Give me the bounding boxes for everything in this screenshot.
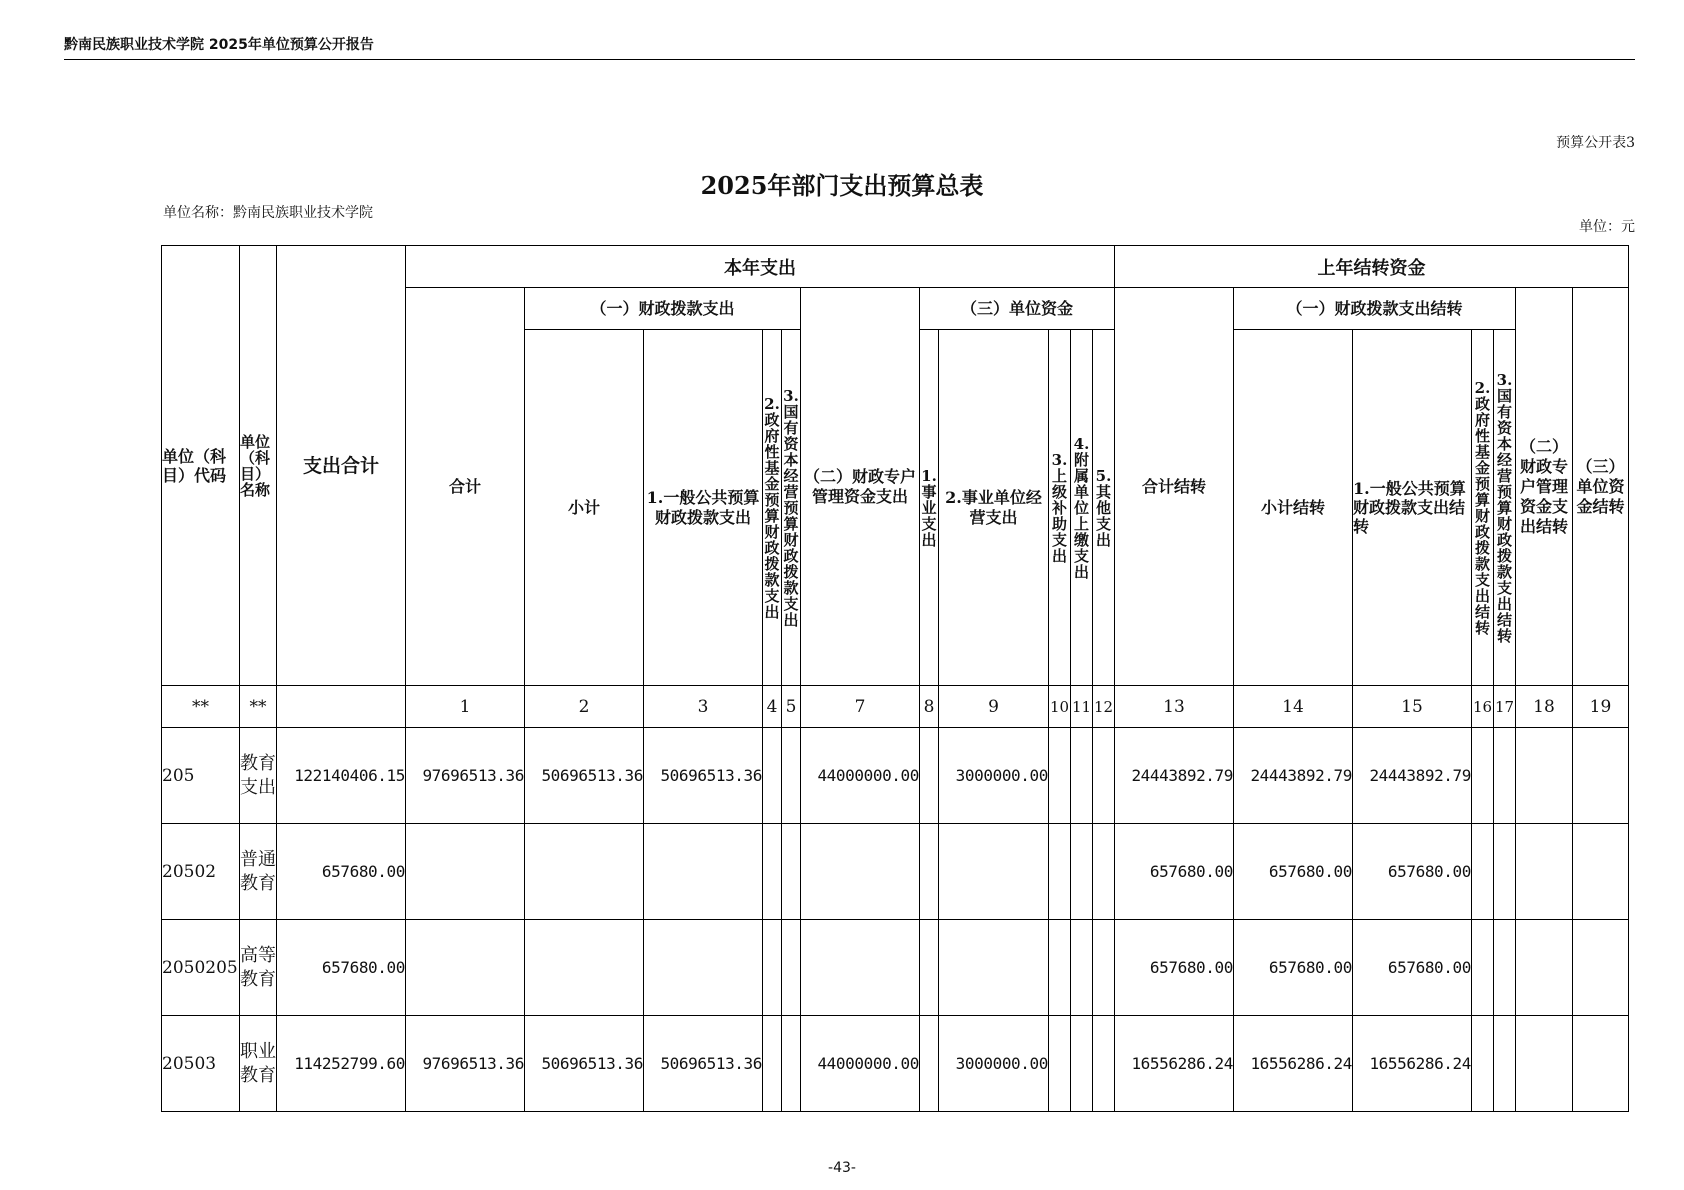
form-number: 预算公开表3 <box>1556 135 1635 151</box>
col-header-total: 支出合计 <box>277 246 406 686</box>
col-header-name: 单位（科目）名称 <box>240 246 277 686</box>
col-header-affiliated-remit: 4.附属单位上缴支出 <box>1071 330 1093 686</box>
col-header-superior-subsidy: 3.上级补助支出 <box>1049 330 1071 686</box>
row-cur-total <box>406 920 525 1016</box>
row-special-account: 44000000.00 <box>801 728 920 824</box>
index-cell: 10 <box>1049 686 1071 728</box>
page-number: -43- <box>828 1160 856 1176</box>
index-cell: 2 <box>525 686 644 728</box>
row-name: 教育支出 <box>240 728 277 824</box>
row-name: 职业教育 <box>240 1016 277 1112</box>
col-header-code: 单位（科目）代码 <box>162 246 240 686</box>
row-total: 657680.00 <box>277 824 406 920</box>
col-header-carry-state-capital: 3.国有资本经营预算财政拨款支出结转 <box>1494 330 1516 686</box>
row-code: 205 <box>162 728 240 824</box>
row-fiscal-subtotal: 50696513.36 <box>525 1016 644 1112</box>
row-general-budget <box>644 824 763 920</box>
index-cell: 18 <box>1516 686 1573 728</box>
row-operating-expense <box>939 824 1049 920</box>
index-cell: 16 <box>1472 686 1494 728</box>
index-cell: 9 <box>939 686 1049 728</box>
row-general-budget: 50696513.36 <box>644 728 763 824</box>
row-carry-subtotal: 24443892.79 <box>1234 728 1353 824</box>
table-row <box>162 728 1629 824</box>
table-row <box>162 824 1629 920</box>
row-fiscal-subtotal <box>525 824 644 920</box>
document-header-title: 黔南民族职业技术学院 2025年单位预算公开报告 <box>64 37 374 53</box>
row-code: 2050205 <box>162 920 240 1016</box>
col-header-other-expense: 5.其他支出 <box>1093 330 1115 686</box>
col-header-prior-carryover: 上年结转资金 <box>1115 246 1629 288</box>
row-operating-expense: 3000000.00 <box>939 728 1049 824</box>
index-cell: 17 <box>1494 686 1516 728</box>
row-carry-general: 24443892.79 <box>1353 728 1472 824</box>
row-general-budget: 50696513.36 <box>644 1016 763 1112</box>
col-header-carry-unit: （三）单位资金结转 <box>1573 288 1629 686</box>
col-header-carry-subtotal: 小计结转 <box>1234 330 1353 686</box>
row-fiscal-subtotal: 50696513.36 <box>525 728 644 824</box>
col-header-carry-special: （二）财政专户管理资金支出结转 <box>1516 288 1573 686</box>
col-header-state-capital: 3.国有资本经营预算财政拨款支出 <box>782 330 801 686</box>
index-cell: 12 <box>1093 686 1115 728</box>
index-cell: 7 <box>801 686 920 728</box>
row-operating-expense <box>939 920 1049 1016</box>
row-carry-general: 16556286.24 <box>1353 1016 1472 1112</box>
col-header-carry-fiscal-group: （一）财政拨款支出结转 <box>1234 288 1516 330</box>
index-cell: 13 <box>1115 686 1234 728</box>
row-name: 普通教育 <box>240 824 277 920</box>
row-carry-subtotal: 657680.00 <box>1234 920 1353 1016</box>
col-header-gov-fund: 2.政府性基金预算财政拨款支出 <box>763 330 782 686</box>
col-header-fiscal-subtotal: 小计 <box>525 330 644 686</box>
col-header-general-budget: 1.一般公共预算财政拨款支出 <box>644 330 763 686</box>
row-cur-total <box>406 824 525 920</box>
index-cell: ** <box>240 686 277 728</box>
index-row <box>162 686 1629 728</box>
row-code: 20502 <box>162 824 240 920</box>
row-general-budget <box>644 920 763 1016</box>
expenditure-budget-table <box>161 245 1629 1112</box>
index-cell: 19 <box>1573 686 1629 728</box>
col-header-current-year: 本年支出 <box>406 246 1115 288</box>
row-carry-subtotal: 657680.00 <box>1234 824 1353 920</box>
row-carry-total: 657680.00 <box>1115 824 1234 920</box>
row-carry-total: 16556286.24 <box>1115 1016 1234 1112</box>
col-header-cur-total: 合计 <box>406 288 525 686</box>
row-total: 122140406.15 <box>277 728 406 824</box>
index-cell: 3 <box>644 686 763 728</box>
row-cur-total: 97696513.36 <box>406 1016 525 1112</box>
col-header-operating-expense: 2.事业单位经营支出 <box>939 330 1049 686</box>
index-cell <box>277 686 406 728</box>
row-cur-total: 97696513.36 <box>406 728 525 824</box>
table-row <box>162 1016 1629 1112</box>
row-special-account: 44000000.00 <box>801 1016 920 1112</box>
row-name: 高等教育 <box>240 920 277 1016</box>
header-divider <box>64 59 1635 60</box>
row-operating-expense: 3000000.00 <box>939 1016 1049 1112</box>
index-cell: 5 <box>782 686 801 728</box>
row-total: 114252799.60 <box>277 1016 406 1112</box>
row-code: 20503 <box>162 1016 240 1112</box>
index-cell: 8 <box>920 686 939 728</box>
index-cell: 14 <box>1234 686 1353 728</box>
index-cell: 11 <box>1071 686 1093 728</box>
row-carry-subtotal: 16556286.24 <box>1234 1016 1353 1112</box>
col-header-carry-general: 1.一般公共预算财政拨款支出结转 <box>1353 330 1472 686</box>
col-header-unit-funds: （三）单位资金 <box>920 288 1115 330</box>
page-title: 2025年部门支出预算总表 <box>700 171 984 200</box>
row-carry-general: 657680.00 <box>1353 824 1472 920</box>
table-row <box>162 920 1629 1016</box>
row-special-account <box>801 920 920 1016</box>
row-fiscal-subtotal <box>525 920 644 1016</box>
col-header-fiscal-group: （一）财政拨款支出 <box>525 288 801 330</box>
index-cell: 15 <box>1353 686 1472 728</box>
row-total: 657680.00 <box>277 920 406 1016</box>
currency-unit-label: 单位：元 <box>1579 219 1635 235</box>
row-special-account <box>801 824 920 920</box>
row-carry-general: 657680.00 <box>1353 920 1472 1016</box>
row-carry-total: 24443892.79 <box>1115 728 1234 824</box>
row-carry-total: 657680.00 <box>1115 920 1234 1016</box>
index-cell: 1 <box>406 686 525 728</box>
index-cell: ** <box>162 686 240 728</box>
col-header-special-account: （二）财政专户管理资金支出 <box>801 288 920 686</box>
col-header-carry-gov-fund: 2.政府性基金预算财政拨款支出结转 <box>1472 330 1494 686</box>
index-cell: 4 <box>763 686 782 728</box>
col-header-carry-total: 合计结转 <box>1115 288 1234 686</box>
unit-name: 单位名称：黔南民族职业技术学院 <box>163 205 373 221</box>
col-header-career-expense: 1.事业支出 <box>920 330 939 686</box>
